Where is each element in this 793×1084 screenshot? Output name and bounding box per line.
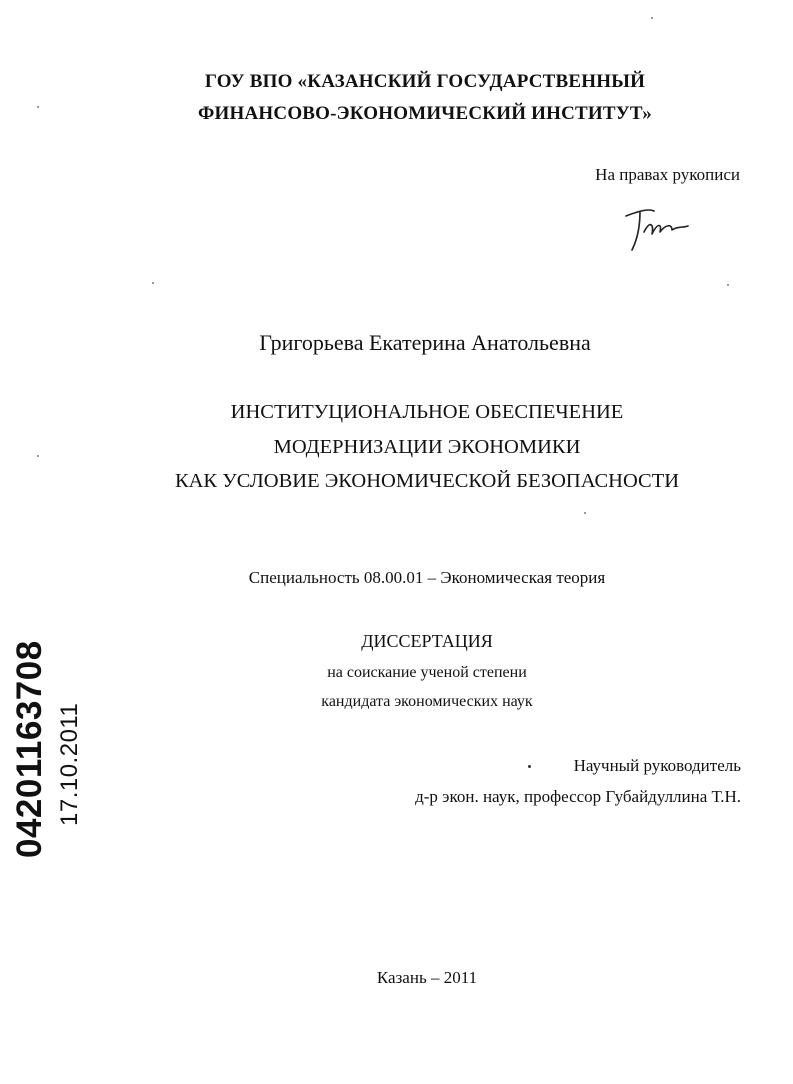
signature-icon bbox=[622, 202, 692, 254]
advisor-role: Научный руководитель bbox=[573, 756, 741, 775]
degree-line-1: на соискание ученой степени bbox=[327, 664, 527, 681]
author-name: Григорьева Екатерина Анатольевна bbox=[259, 330, 591, 355]
specialty: Специальность 08.00.01 – Экономическая теория bbox=[248, 568, 606, 587]
stamp-number: 04201163708 bbox=[10, 640, 49, 858]
degree-line-2: кандидата экономических наук bbox=[321, 693, 533, 710]
bullet-dot bbox=[528, 765, 531, 768]
thesis-title-line-1: ИНСТИТУЦИОНАЛЬНОЕ ОБЕСПЕЧЕНИЕ bbox=[230, 401, 624, 423]
advisor-name: д-р экон. наук, профессор Губайдуллина Т.Н. bbox=[415, 787, 741, 806]
thesis-title-line-3: КАК УСЛОВИЕ ЭКОНОМИЧЕСКОЙ БЕЗОПАСНОСТИ bbox=[174, 470, 680, 492]
stamp-date: 17.10.2011 bbox=[56, 702, 83, 826]
scan-speck bbox=[584, 512, 586, 514]
scan-speck bbox=[651, 17, 653, 19]
scan-speck bbox=[37, 106, 39, 108]
manuscript-note: На правах рукописи bbox=[595, 165, 740, 184]
scan-speck bbox=[37, 455, 39, 457]
document-type: ДИССЕРТАЦИЯ bbox=[361, 631, 493, 651]
thesis-title-line-2: МОДЕРНИЗАЦИИ ЭКОНОМИКИ bbox=[273, 436, 581, 458]
scan-speck bbox=[152, 282, 154, 284]
city-year: Казань – 2011 bbox=[376, 968, 478, 987]
institution-line-2: ФИНАНСОВО-ЭКОНОМИЧЕСКИЙ ИНСТИТУТ» bbox=[198, 103, 652, 124]
institution-line-1: ГОУ ВПО «КАЗАНСКИЙ ГОСУДАРСТВЕННЫЙ bbox=[204, 71, 646, 92]
scan-speck bbox=[727, 284, 729, 286]
